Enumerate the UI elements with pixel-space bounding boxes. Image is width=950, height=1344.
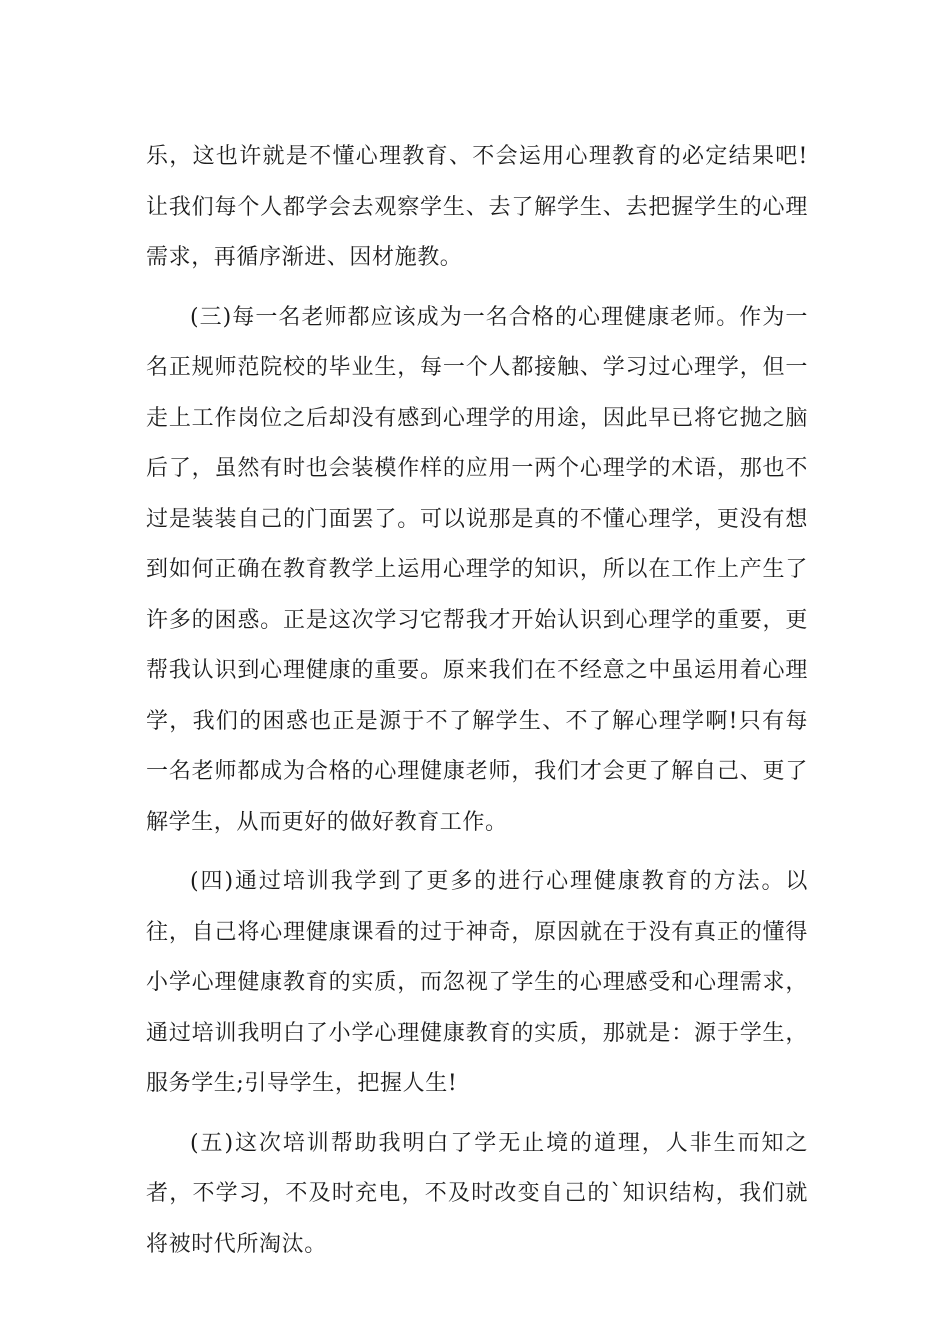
- document-body: [146, 132, 808, 1279]
- paragraph-section-4: (四)通过培训我学到了更多的进行心理健康教育的方法。以往，自己将心理健康课看的过于神奇，原因就在于没有真正的懂得小学心理健康教育的实质，而忽视了学生的心理感受和心理需求，通过培训我明白了小学心理健康教育的实质，那就是：源于学生，服务学生;引导学生，把握人生!: [146, 869, 808, 1096]
- paragraph-section-5: (五)这次培训帮助我明白了学无止境的道理，人非生而知之者，不学习，不及时充电，不及时改变自己的`知识结构，我们就将被时代所淘汰。: [146, 1130, 808, 1257]
- paragraph-section-3: (三)每一名老师都应该成为一名合格的心理健康老师。作为一名正规师范院校的毕业生，每一个人都接触、学习过心理学，但一走上工作岗位之后却没有感到心理学的用途，因此早已将它抛之脑后了，虽然有时也会装模作样的应用一两个心理学的术语，那也不过是装装自己的门面罢了。可以说那是真的不懂心理学，更没有想到如何正确在教育教学上运用心理学的知识，所以在工作上产生了许多的困惑。正是这次学习它帮我才开始认识到心理学的重要，更帮我认识到心理健康的重要。原来我们在不经意之中虽运用着心理学，我们的困惑也正是源于不了解学生、不了解心理学啊!只有每一名老师都成为合格的心理健康老师，我们才会更了解自己、更了解学生，从而更好的做好教育工作。: [146, 304, 808, 835]
- paragraph-continuation: 乐，这也许就是不懂心理教育、不会运用心理教育的必定结果吧!让我们每个人都学会去观察学生、去了解学生、去把握学生的心理需求，再循序渐进、因材施教。: [146, 144, 808, 270]
